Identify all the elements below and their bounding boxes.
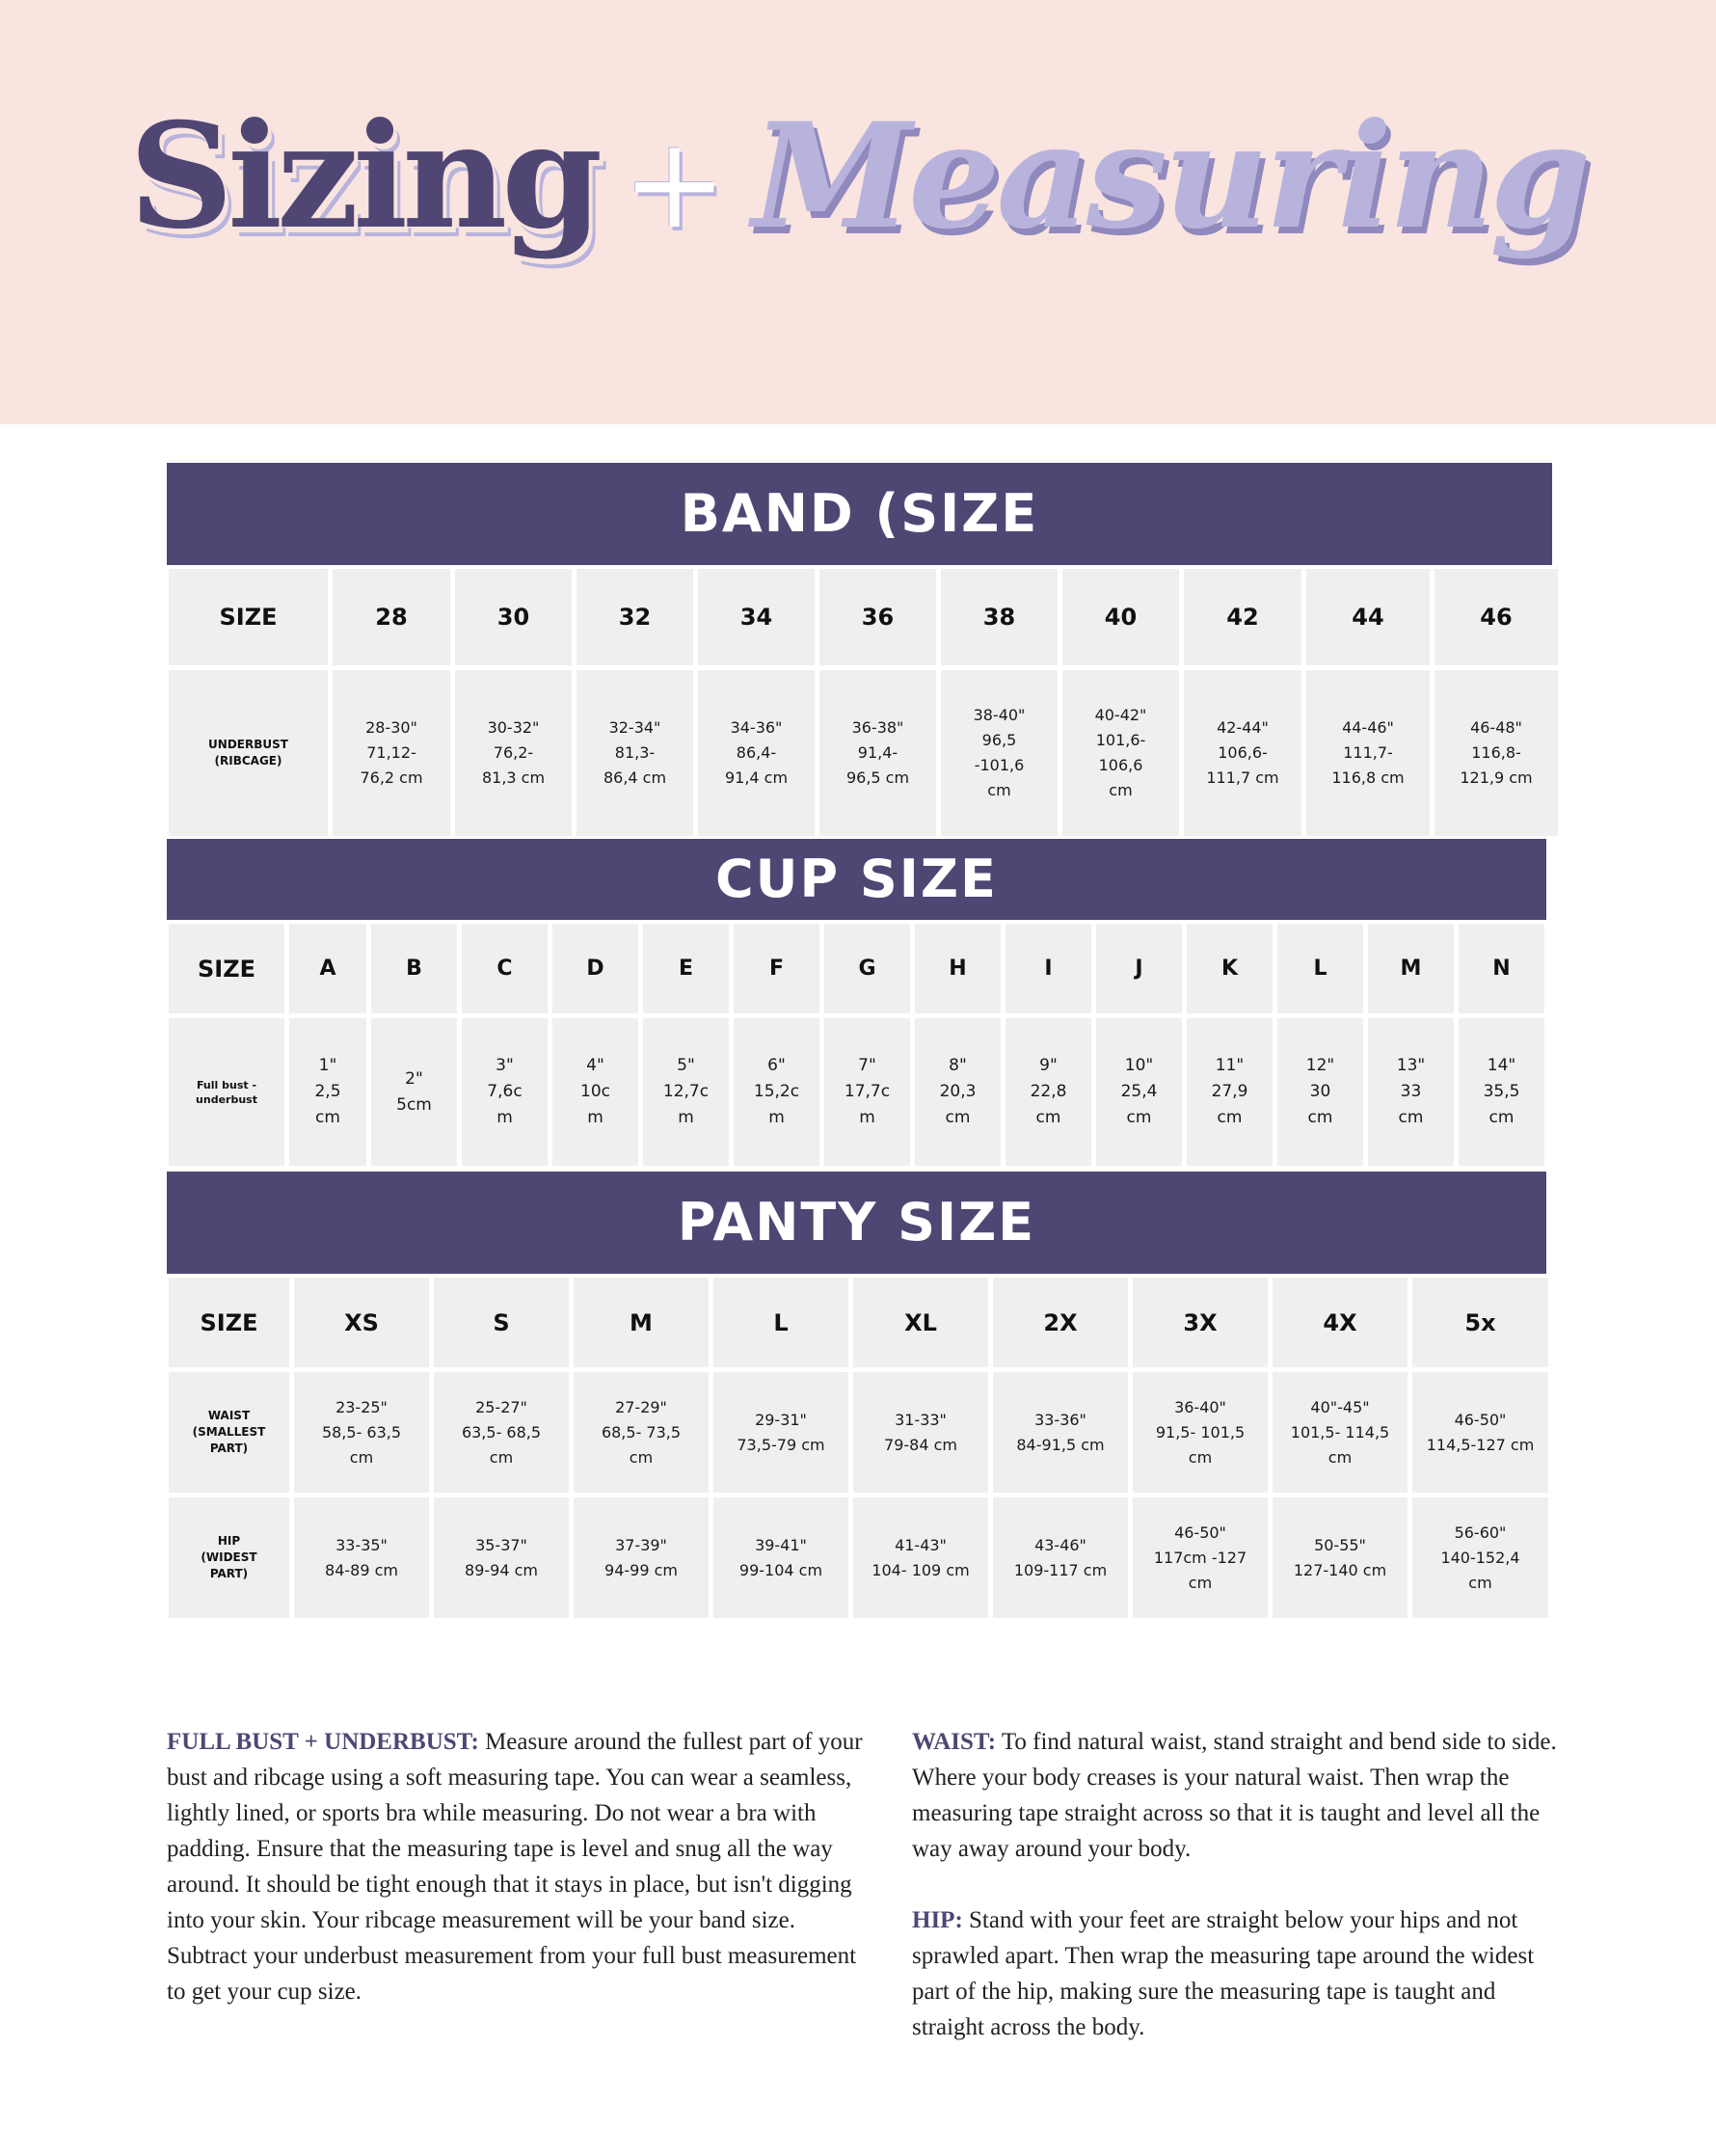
band-size-value: 46-48" 116,8- 121,9 cm: [1434, 670, 1558, 836]
panty-size-value: 23-25" 58,5- 63,5 cm: [294, 1372, 429, 1493]
bust-label: FULL BUST + UNDERBUST:: [167, 1729, 479, 1755]
hip-label: HIP:: [912, 1907, 963, 1933]
panty-size-header: 2X: [993, 1278, 1128, 1367]
waist-hip-instructions: [912, 1724, 1568, 2081]
band-size-header: 32: [576, 569, 693, 665]
cup-size-header: F: [734, 924, 819, 1013]
band-size-value: 42-44" 106,6- 111,7 cm: [1184, 670, 1301, 836]
panty-size-value: 46-50" 117cm -127 cm: [1133, 1497, 1268, 1618]
panty-size-header: 5x: [1412, 1278, 1548, 1367]
hip-text: Stand with your feet are straight below your hips and not sprawled apart. Then wrap the measuring tape around the widest part of the hip, making sure the measuring tape is taught and straight across the body.: [912, 1907, 1535, 2040]
cup-size-label: SIZE: [169, 924, 284, 1013]
band-size-value: 32-34" 81,3- 86,4 cm: [576, 670, 693, 836]
waist-label: WAIST:: [912, 1729, 997, 1755]
cup-size-header: G: [824, 924, 910, 1013]
cup-size-header: D: [552, 924, 638, 1013]
panty-size-value: 33-35" 84-89 cm: [294, 1497, 429, 1618]
panty-size-value: 35-37" 89-94 cm: [434, 1497, 569, 1618]
cup-size-header: C: [462, 924, 548, 1013]
cup-size-value: 9" 22,8 cm: [1005, 1018, 1091, 1166]
cup-size-value: 12" 30 cm: [1277, 1018, 1363, 1166]
panty-size-value: 37-39" 94-99 cm: [574, 1497, 709, 1618]
band-row-label: UNDERBUST (RIBCAGE): [169, 670, 328, 836]
panty-row-label: HIP (WIDEST PART): [169, 1497, 289, 1618]
band-size-value: 40-42" 101,6- 106,6 cm: [1062, 670, 1179, 836]
cup-size-header: H: [915, 924, 1001, 1013]
cup-size-value: 1" 2,5 cm: [289, 1018, 366, 1166]
band-size-value: 30-32" 76,2- 81,3 cm: [455, 670, 572, 836]
cup-size-header: I: [1005, 924, 1091, 1013]
panty-size-value: 56-60" 140-152,4 cm: [1412, 1497, 1548, 1618]
cup-size-value: 8" 20,3 cm: [915, 1018, 1001, 1166]
band-size-value: 34-36" 86,4- 91,4 cm: [698, 670, 815, 836]
band-size-header: 44: [1306, 569, 1430, 665]
band-size-header: 36: [819, 569, 936, 665]
panty-size-header: XL: [853, 1278, 988, 1367]
panty-size-value: 25-27" 63,5- 68,5 cm: [434, 1372, 569, 1493]
cup-size-header: A: [289, 924, 366, 1013]
panty-size-header: S: [434, 1278, 569, 1367]
bust-text: Measure around the fullest part of your bust and ribcage using a soft measuring tape. You can wear a seamless, lightly lined, or sports bra while measuring. Do not wear a bra with padding. Ensure that the measuring tape is level and snug all the way around. It should be tight enough that it stays in place, but isn't digging into your skin. Your ribcage measurement will be your band size. Subtract your underbust measurement from your full bust measurement to get your cup size.: [167, 1729, 863, 2005]
page-title: [0, 92, 1716, 261]
cup-size-value: 14" 35,5 cm: [1459, 1018, 1544, 1166]
band-size-header: 30: [455, 569, 572, 665]
panty-size-heading: PANTY SIZE: [167, 1172, 1546, 1274]
title-measuring: Measuring: [752, 92, 1588, 261]
cup-size-value: 5" 12,7c m: [643, 1018, 729, 1166]
panty-size-table: [169, 1278, 1548, 1618]
panty-size-value: 40"-45" 101,5- 114,5 cm: [1273, 1372, 1408, 1493]
band-size-header: 46: [1434, 569, 1558, 665]
panty-size-header: 4X: [1273, 1278, 1408, 1367]
panty-size-value: 27-29" 68,5- 73,5 cm: [574, 1372, 709, 1493]
panty-size-value: 36-40" 91,5- 101,5 cm: [1133, 1372, 1268, 1493]
band-size-header: 34: [698, 569, 815, 665]
band-size-value: 36-38" 91,4- 96,5 cm: [819, 670, 936, 836]
cup-size-header: M: [1368, 924, 1454, 1013]
cup-size-value: 4" 10c m: [552, 1018, 638, 1166]
cup-size-heading: CUP SIZE: [167, 839, 1546, 920]
band-size-header: 28: [333, 569, 450, 665]
cup-size-table: [169, 924, 1546, 1166]
band-size-value: 44-46" 111,7- 116,8 cm: [1306, 670, 1430, 836]
cup-size-header: J: [1096, 924, 1182, 1013]
cup-size-value: 3" 7,6c m: [462, 1018, 548, 1166]
band-size-header: 40: [1062, 569, 1179, 665]
panty-size-label: SIZE: [169, 1278, 289, 1367]
cup-size-header: K: [1187, 924, 1273, 1013]
panty-size-value: 50-55" 127-140 cm: [1273, 1497, 1408, 1618]
panty-size-header: L: [713, 1278, 848, 1367]
cup-size-value: 10" 25,4 cm: [1096, 1018, 1182, 1166]
cup-size-value: 11" 27,9 cm: [1187, 1018, 1273, 1166]
hip-paragraph: [912, 1902, 1568, 2045]
panty-size-value: 41-43" 104- 109 cm: [853, 1497, 988, 1618]
waist-paragraph: [912, 1724, 1568, 1867]
cup-size-header: B: [371, 924, 457, 1013]
band-size-value: 28-30" 71,12- 76,2 cm: [333, 670, 450, 836]
band-size-table: [169, 569, 1550, 836]
panty-size-value: 33-36" 84-91,5 cm: [993, 1372, 1128, 1493]
cup-size-header: E: [643, 924, 729, 1013]
cup-size-value: 2" 5cm: [371, 1018, 457, 1166]
cup-size-header: L: [1277, 924, 1363, 1013]
panty-size-value: 39-41" 99-104 cm: [713, 1497, 848, 1618]
bust-instructions: [167, 1724, 875, 2009]
band-size-value: 38-40" 96,5 -101,6 cm: [941, 670, 1058, 836]
cup-row-label: Full bust - underbust: [169, 1018, 284, 1166]
band-size-header: 38: [941, 569, 1058, 665]
panty-size-value: 31-33" 79-84 cm: [853, 1372, 988, 1493]
panty-row-label: WAIST (SMALLEST PART): [169, 1372, 289, 1493]
cup-size-value: 13" 33 cm: [1368, 1018, 1454, 1166]
waist-text: To find natural waist, stand straight and bend side to side. Where your body creases is your natural waist. Then wrap the measuring tape straight across so that it is taught and level all the way away around your body.: [912, 1729, 1557, 1862]
panty-size-value: 43-46" 109-117 cm: [993, 1497, 1128, 1618]
band-size-heading: BAND (SIZE: [167, 463, 1552, 565]
panty-size-header: M: [574, 1278, 709, 1367]
panty-size-value: 46-50" 114,5-127 cm: [1412, 1372, 1548, 1493]
title-plus: +: [622, 110, 728, 256]
cup-size-value: 7" 17,7c m: [824, 1018, 910, 1166]
panty-size-header: 3X: [1133, 1278, 1268, 1367]
cup-size-header: N: [1459, 924, 1544, 1013]
panty-size-value: 29-31" 73,5-79 cm: [713, 1372, 848, 1493]
cup-size-value: 6" 15,2c m: [734, 1018, 819, 1166]
band-size-label: SIZE: [169, 569, 328, 665]
header-banner: [0, 0, 1716, 424]
title-sizing: Sizing: [128, 92, 598, 261]
band-size-header: 42: [1184, 569, 1301, 665]
panty-size-header: XS: [294, 1278, 429, 1367]
